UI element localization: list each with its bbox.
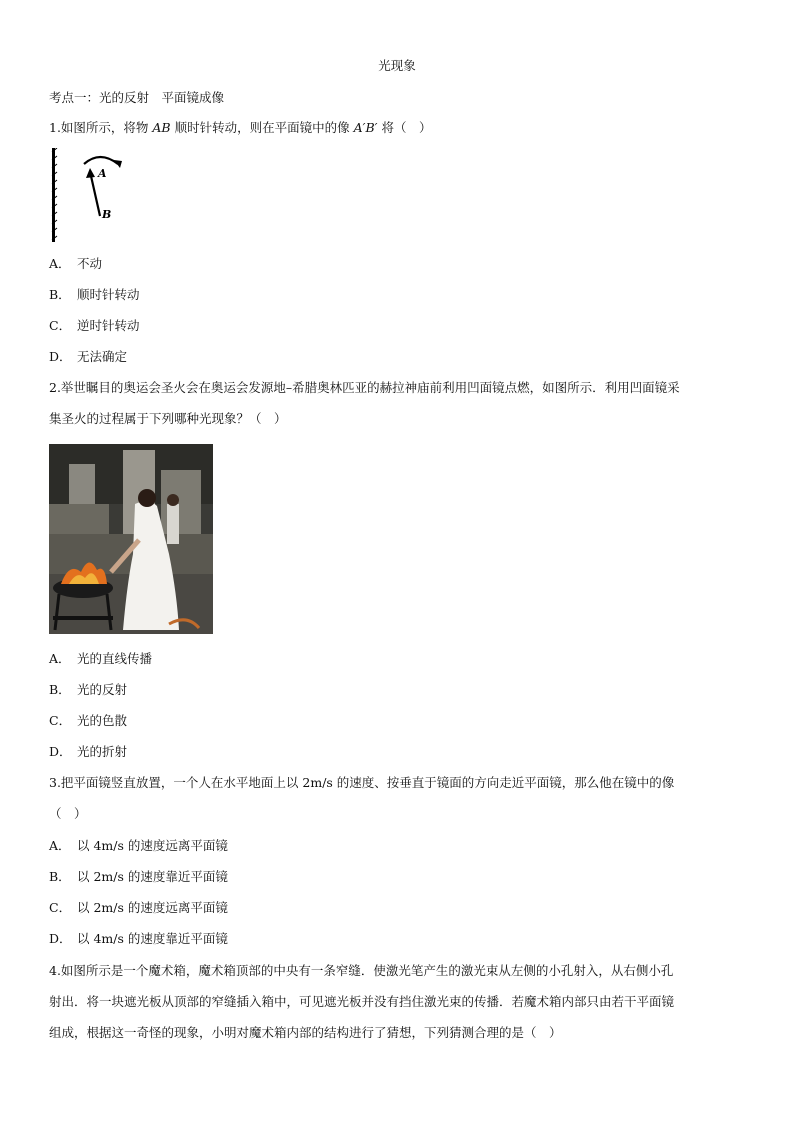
option-text: 光的反射 — [77, 682, 128, 697]
option-letter: D． — [49, 744, 72, 759]
option-text: 以 2m/s 的速度靠近平面镜 — [77, 869, 228, 884]
question-4-stem-line3: 组成，根据这一奇怪的现象，小明对魔术箱内部的结构进行了猜想，下列猜测合理的是（ ） — [49, 1025, 562, 1040]
option-letter: C． — [49, 900, 72, 915]
option-text: 以 4m/s 的速度远离平面镜 — [77, 838, 228, 853]
mirror-rotation-figure — [48, 148, 128, 244]
q1-image-label: A′B′ — [353, 120, 378, 135]
option-text: 光的折射 — [77, 744, 128, 759]
q1-option-b — [49, 287, 140, 303]
option-text: 不动 — [77, 256, 103, 271]
option-letter: B． — [49, 287, 71, 302]
olympic-flame-photo — [49, 444, 213, 634]
label-a: A — [98, 167, 107, 180]
q1-object-label: AB — [152, 120, 171, 135]
option-letter: A． — [49, 651, 71, 666]
q1-stem-part: 将（ ） — [377, 120, 432, 135]
q2-option-b — [49, 682, 127, 698]
q1-stem-part: 顺时针转动，则在平面镜中的像 — [170, 120, 354, 135]
question-2-stem-line2: 集圣火的过程属于下列哪种光现象？（ ） — [49, 411, 287, 426]
question-3-stem-line1: 3.把平面镜竖直放置，一个人在水平地面上以 2m/s 的速度、按垂直于镜面的方向走近平面镜，那么他在镜中的像 — [49, 775, 675, 790]
question-1-stem — [49, 120, 431, 136]
rotation-arrowhead — [114, 160, 122, 168]
q2-option-d — [49, 744, 127, 760]
option-letter: D． — [49, 349, 72, 364]
q1-option-d — [49, 349, 127, 365]
option-text: 光的色散 — [77, 713, 128, 728]
option-letter: C． — [49, 713, 72, 728]
option-letter: B． — [49, 682, 71, 697]
object-arrowhead — [86, 168, 95, 178]
q1-stem-part: 1.如图所示，将物 — [49, 120, 153, 135]
object-ab — [91, 176, 100, 216]
option-letter: A． — [49, 256, 71, 271]
q2-option-c — [49, 713, 127, 729]
q3-option-a — [49, 838, 228, 854]
option-text: 逆时针转动 — [77, 318, 140, 333]
q2-option-a — [49, 651, 152, 667]
q1-option-c — [49, 318, 140, 334]
option-text: 光的直线传播 — [77, 651, 153, 666]
page-title: 光现象 — [378, 58, 416, 73]
option-text: 顺时针转动 — [77, 287, 140, 302]
question-4-stem-line2: 射出．将一块遮光板从顶部的窄缝插入箱中，可见遮光板并没有挡住激光束的传播．若魔术箱内部只由若干平面镜 — [49, 994, 675, 1009]
option-letter: B． — [49, 869, 71, 884]
label-b: B — [102, 208, 112, 221]
question-2-stem-line1: 2.举世瞩目的奥运会圣火会在奥运会发源地–希腊奥林匹亚的赫拉神庙前利用凹面镜点燃，如图所示．利用凹面镜采 — [49, 380, 680, 395]
option-text: 以 2m/s 的速度远离平面镜 — [77, 900, 228, 915]
q3-option-c — [49, 900, 228, 916]
option-letter: D． — [49, 931, 72, 946]
plane-mirror — [52, 148, 55, 242]
q1-option-a — [49, 256, 102, 272]
question-3-stem-line2: （ ） — [49, 806, 87, 821]
section-heading: 考点一：光的反射 平面镜成像 — [49, 90, 225, 105]
option-letter: C． — [49, 318, 72, 333]
question-4-stem-line1: 4.如图所示是一个魔术箱，魔术箱顶部的中央有一条窄缝．使激光笔产生的激光束从左侧的小孔射入，从右侧小孔 — [49, 963, 674, 978]
q3-option-d — [49, 931, 228, 947]
option-letter: A． — [49, 838, 71, 853]
q3-option-b — [49, 869, 228, 885]
rotation-arc — [84, 157, 118, 164]
option-text: 以 4m/s 的速度靠近平面镜 — [77, 931, 228, 946]
option-text: 无法确定 — [77, 349, 128, 364]
